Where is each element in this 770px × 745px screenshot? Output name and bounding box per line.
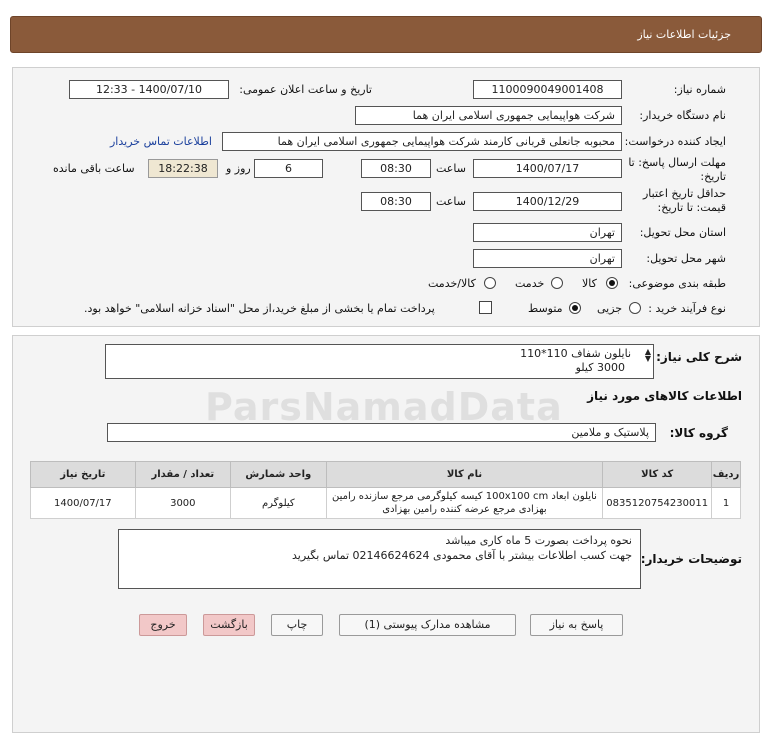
- deadline-time-field: 08:30: [361, 159, 431, 178]
- cell-code: 0835120754230011: [603, 488, 712, 519]
- scroll-arrows-icon[interactable]: ▲ ▼: [644, 347, 651, 363]
- deadline-label-date: تاریخ:: [700, 170, 726, 183]
- buyer-org-field: شرکت هواپیمایی جمهوری اسلامی ایران هما: [355, 106, 622, 125]
- table-row: [31, 488, 741, 519]
- page-header: [10, 16, 762, 53]
- exit-button[interactable]: خروج: [139, 614, 187, 636]
- remaining-time-label: ساعت باقی مانده: [53, 162, 135, 175]
- cell-qty: 3000: [135, 488, 230, 519]
- validity-label: حداقل تاریخ اعتبار: [642, 187, 726, 200]
- description-line-1: نایلون شفاف 110*110: [520, 347, 631, 360]
- validity-time-field: 08:30: [361, 192, 431, 211]
- cell-row: 1: [712, 488, 741, 519]
- need-number-field: 1100090049001408: [473, 80, 622, 99]
- process-option-medium: متوسط: [528, 302, 563, 315]
- announce-datetime-field: 1400/07/10 - 12:33: [69, 80, 229, 99]
- requester-field: محبوبه جانعلی قربانی کارمند شرکت هواپیمایی جمهوری اسلامی ایران هما: [222, 132, 622, 151]
- buyer-contact-link[interactable]: اطلاعات تماس خریدار: [110, 135, 212, 148]
- process-radio-minor[interactable]: [629, 302, 641, 314]
- treasury-payment-note: پرداخت تمام یا بخشی از مبلغ خرید،از محل "اسناد خزانه اسلامی" خواهد بود.: [84, 302, 435, 315]
- validity-time-label: ساعت: [436, 195, 466, 208]
- description-line-2: 3000 کیلو: [575, 361, 625, 374]
- need-number-label: شماره نیاز:: [673, 83, 726, 96]
- category-radio-goods[interactable]: [606, 277, 618, 289]
- buyer-notes-line-1: نحوه پرداخت بصورت 5 ماه کاری میباشد: [445, 534, 632, 547]
- validity-label-date: قیمت: تا تاریخ:: [657, 201, 726, 214]
- category-option-goods-service: کالا/خدمت: [428, 277, 476, 290]
- cell-unit: کیلوگرم: [230, 488, 326, 519]
- col-row: ردیف: [712, 462, 741, 488]
- category-radio-goods-service[interactable]: [484, 277, 496, 289]
- watermark-text: ParsNamadData: [205, 385, 563, 429]
- col-date: تاریخ نیاز: [31, 462, 136, 488]
- buyer-notes-box: [118, 529, 641, 589]
- buyer-org-label: نام دستگاه خریدار:: [639, 109, 726, 122]
- requester-label: ایجاد کننده درخواست:: [624, 135, 726, 148]
- process-label: نوع فرآیند خرید :: [648, 302, 726, 315]
- process-option-minor: جزیی: [597, 302, 623, 315]
- buyer-notes-line-2: جهت کسب اطلاعات بیشتر با آقای محمودی 02146624624 تماس بگیرید: [291, 549, 632, 562]
- deadline-label: مهلت ارسال پاسخ: تا: [628, 156, 726, 169]
- cell-date: 1400/07/17: [31, 488, 136, 519]
- days-label: روز و: [226, 162, 251, 175]
- deadline-date-field: 1400/07/17: [473, 159, 622, 178]
- announce-label: تاریخ و ساعت اعلان عمومی:: [239, 83, 372, 96]
- deadline-time-label: ساعت: [436, 162, 466, 175]
- city-label: شهر محل تحویل:: [646, 252, 726, 265]
- col-name: نام کالا: [326, 462, 603, 488]
- days-remaining-field: 6: [254, 159, 323, 178]
- description-label: شرح کلی نیاز:: [656, 350, 742, 364]
- reply-button[interactable]: پاسخ به نیاز: [530, 614, 623, 636]
- category-option-service: خدمت: [515, 277, 545, 290]
- goods-section-title: اطلاعات کالاهای مورد نیاز: [587, 389, 742, 403]
- goods-group-field: پلاستیک و ملامین: [107, 423, 656, 442]
- print-button[interactable]: چاپ: [271, 614, 323, 636]
- back-button[interactable]: بازگشت: [203, 614, 255, 636]
- cell-name: نایلون ابعاد 100x100 cm کیسه کیلوگرمی مرجع سازنده رامین بهزادی مرجع عرضه کننده رامین بهزادی: [326, 488, 603, 519]
- view-attachments-button[interactable]: مشاهده مدارک پیوستی (1): [339, 614, 516, 636]
- col-code: کد کالا: [603, 462, 712, 488]
- category-radio-service[interactable]: [551, 277, 563, 289]
- goods-table: [30, 461, 741, 519]
- category-label: طبقه بندی موضوعی:: [628, 277, 726, 290]
- col-qty: تعداد / مقدار: [135, 462, 230, 488]
- city-field: تهران: [473, 249, 622, 268]
- description-box: [105, 344, 654, 379]
- goods-group-label: گروه کالا:: [669, 426, 728, 440]
- treasury-payment-checkbox[interactable]: [479, 301, 492, 314]
- buyer-notes-label: توضیحات خریدار:: [640, 552, 742, 566]
- validity-date-field: 1400/12/29: [473, 192, 622, 211]
- remaining-time-field: 18:22:38: [148, 159, 218, 178]
- col-unit: واحد شمارش: [230, 462, 326, 488]
- goods-table-header: [31, 462, 741, 488]
- province-label: استان محل تحویل:: [639, 226, 726, 239]
- category-option-goods: کالا: [582, 277, 597, 290]
- province-field: تهران: [473, 223, 622, 242]
- page-title: جزئیات اطلاعات نیاز: [637, 28, 731, 41]
- process-radio-medium[interactable]: [569, 302, 581, 314]
